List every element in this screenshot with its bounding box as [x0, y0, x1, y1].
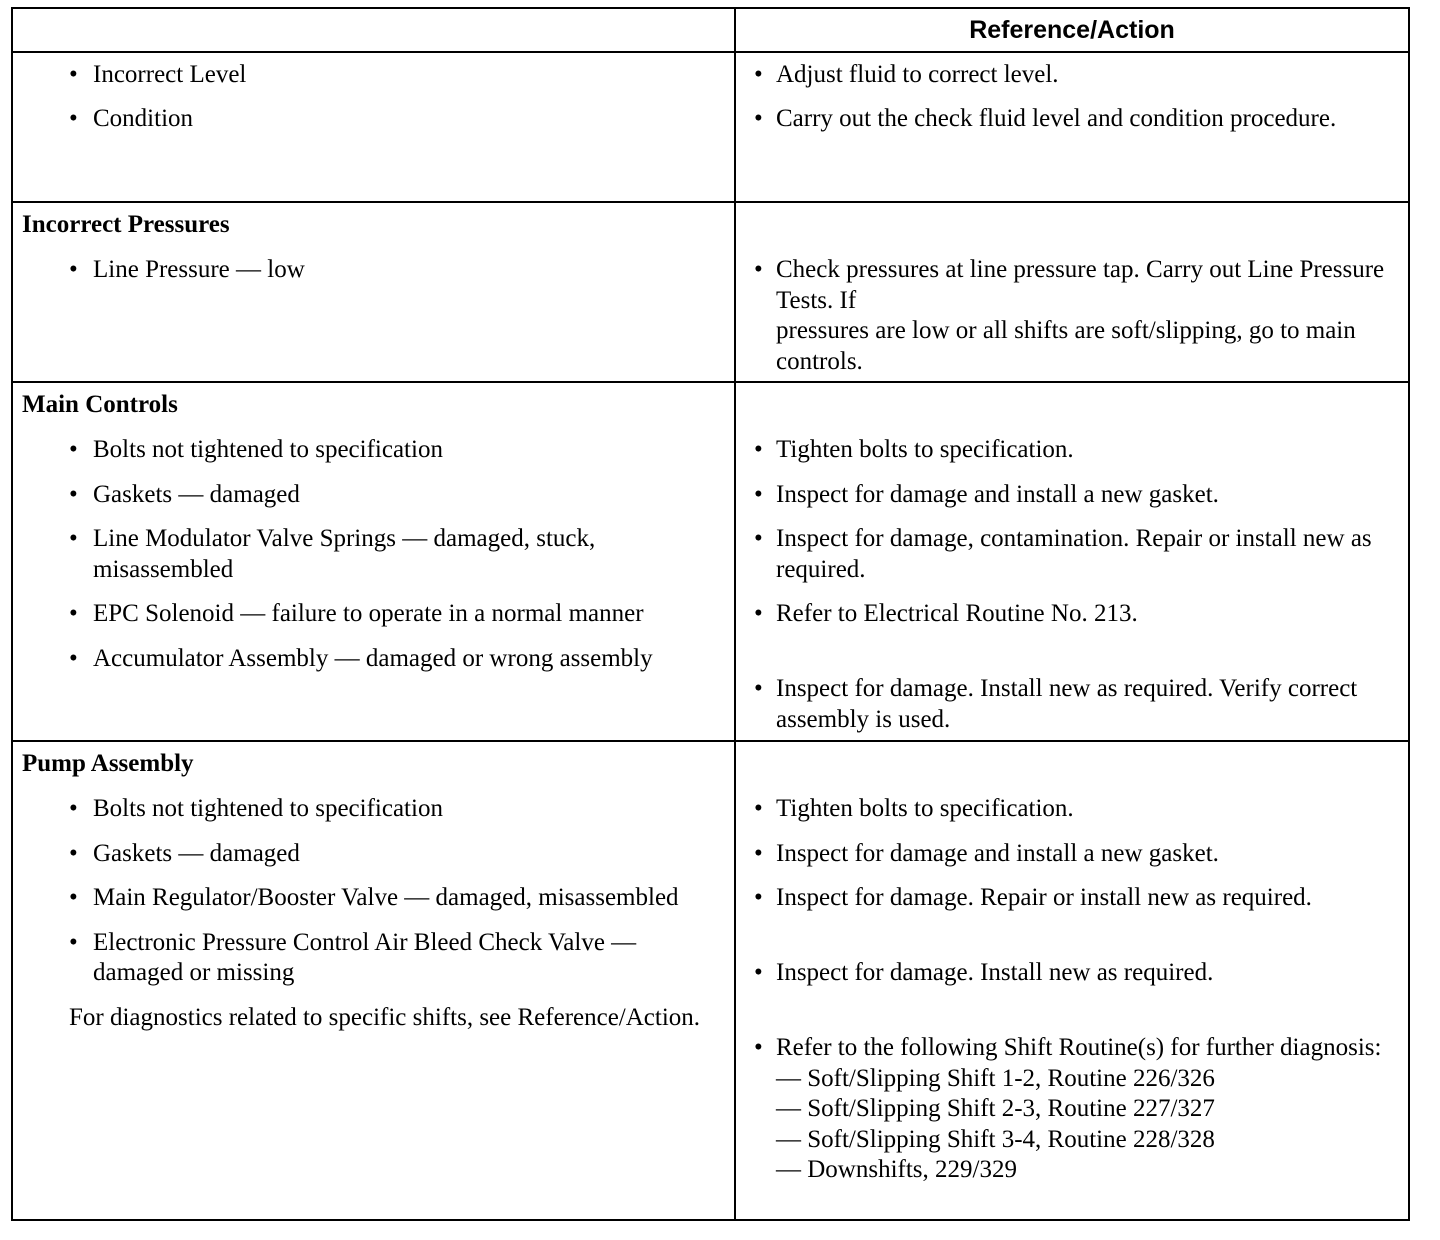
row-main-controls-actions — [754, 435, 1404, 735]
column-header-reference-action: Reference/Action — [969, 16, 1175, 44]
row-fluid-conditions — [22, 60, 722, 134]
section-title: Incorrect Pressures — [22, 211, 230, 238]
action-item: • Inspect for damage and install a new gasket. — [754, 839, 1219, 867]
action-item: • Inspect for damage. Install new as required. Verify correct assembly is used. — [754, 675, 1358, 733]
condition-item: • Gaskets — damaged — [69, 839, 300, 867]
column-divider — [734, 9, 736, 1219]
action-item: • Carry out the check fluid level and condition procedure. — [754, 104, 1337, 132]
condition-item: • Electronic Pressure Control Air Bleed Check Valve — damaged or missing — [69, 928, 637, 986]
routine-line: — Soft/Slipping Shift 2-3, Routine 227/327 — [776, 1095, 1215, 1122]
condition-item: • Gaskets — damaged — [69, 480, 300, 508]
routine-line: — Soft/Slipping Shift 1-2, Routine 226/326 — [776, 1064, 1215, 1092]
condition-item: • Accumulator Assembly — damaged or wrong assembly — [69, 644, 653, 672]
action-item: • Check pressures at line pressure tap. Carry out Line Pressure Tests. If pressures are low or all shifts are soft/slipping, go to main controls. — [754, 256, 1385, 375]
action-item: • Inspect for damage and install a new gasket. — [754, 480, 1219, 508]
row-incorrect-pressures-actions — [754, 255, 1404, 377]
action-item: • Adjust fluid to correct level. — [754, 61, 1059, 88]
row-incorrect-pressures-conditions — [22, 201, 722, 286]
action-item: • Inspect for damage. Install new as required. — [754, 959, 1214, 986]
shift-diagnostics-note: For diagnostics related to specific shifts, see Reference/Action. — [69, 1003, 701, 1031]
section-title: Pump Assembly — [22, 750, 194, 777]
condition-item: • Bolts not tightened to specification — [69, 436, 443, 463]
condition-item: • Incorrect Level — [69, 61, 247, 88]
action-item: • Tighten bolts to specification. — [754, 795, 1074, 822]
condition-item: • Condition — [69, 104, 194, 132]
row-pump-assembly-conditions — [22, 740, 722, 1033]
action-item: • Refer to Electrical Routine No. 213. — [754, 600, 1138, 627]
routine-line: — Soft/Slipping Shift 3-4, Routine 228/328 — [776, 1125, 1215, 1153]
row-main-controls-conditions — [22, 381, 722, 674]
action-item: • Tighten bolts to specification. — [754, 436, 1074, 463]
row-fluid-actions — [754, 60, 1404, 134]
condition-item: • Line Pressure — low — [69, 256, 305, 283]
action-item: • Inspect for damage, contamination. Repair or install new as required. — [754, 525, 1372, 583]
action-item: • Inspect for damage. Repair or install new as required. — [754, 884, 1312, 911]
routine-line: — Downshifts, 229/329 — [776, 1156, 1017, 1183]
condition-item: • Bolts not tightened to specification — [69, 795, 443, 822]
condition-item: • EPC Solenoid — failure to operate in a normal manner — [69, 600, 644, 627]
row-pump-assembly-actions — [754, 794, 1404, 1186]
condition-item: • Main Regulator/Booster Valve — damaged, misassembled — [69, 884, 679, 911]
diagnosis-table — [11, 7, 1410, 1221]
section-title: Main Controls — [22, 391, 178, 418]
shift-routines-item: • Refer to the following Shift Routine(s) for further diagnosis: — Soft/Slipping Shift 1-2, Routine 226/326 — Soft/Slipping Shift 2-3, Routine 227/327 — Soft/Slipping Shift 3-4, Routine 228/328 — Downshifts, 229/329 — [754, 1033, 1404, 1186]
condition-item: • Line Modulator Valve Springs — damaged, stuck, misassembled — [69, 525, 596, 583]
